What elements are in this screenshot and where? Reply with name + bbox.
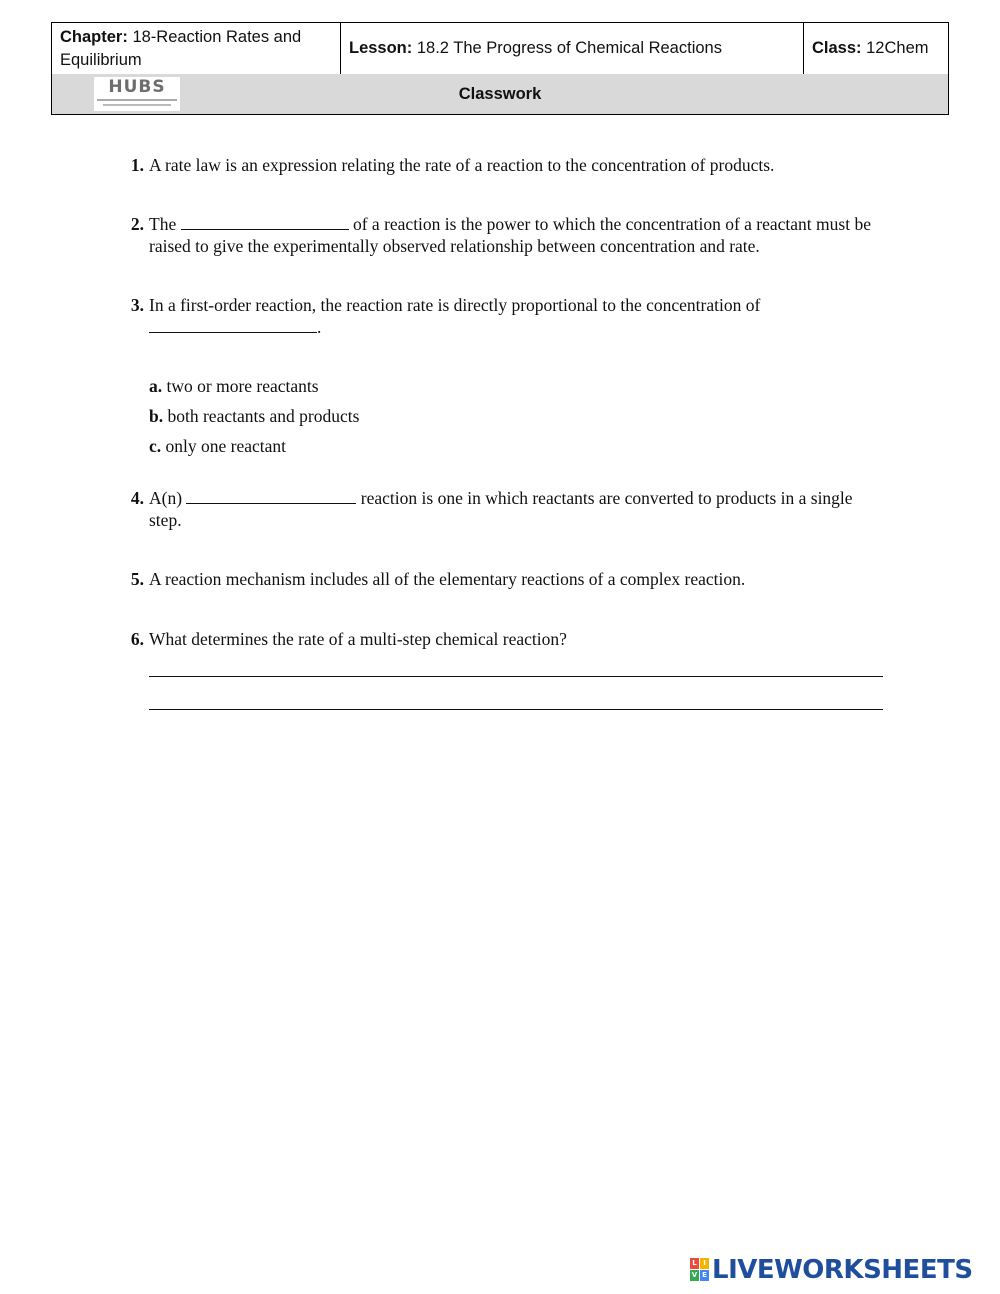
- header-info-row: [52, 23, 948, 75]
- question-text: [149, 213, 889, 257]
- class-label: Class:: [812, 39, 862, 57]
- section-title: Classwork: [458, 85, 542, 103]
- answer-line-2[interactable]: [149, 709, 883, 710]
- liveworksheets-brand-text: LIVEWORKSHEETS: [712, 1255, 973, 1285]
- class-cell: [804, 23, 949, 74]
- option-b[interactable]: [149, 405, 359, 427]
- answer-blank[interactable]: [149, 318, 317, 333]
- school-logo: [94, 77, 180, 111]
- option-text: two or more reactants: [166, 376, 319, 396]
- logo-tile: E: [700, 1270, 709, 1281]
- logo-tile: I: [700, 1258, 709, 1269]
- question-text-post: of a reaction is the power to which the concentration of a reactant must be raised to give the experimentally observed relationship between concentration and rate.: [149, 214, 871, 256]
- question-text-main: In a first-order reaction, the reaction rate is directly proportional to the concentration of: [149, 295, 761, 315]
- logo-english-subtitle: [103, 104, 171, 106]
- answer-line-1[interactable]: [149, 676, 883, 677]
- option-text: only one reactant: [165, 436, 287, 456]
- question-text: What determines the rate of a multi-step chemical reaction?: [149, 629, 567, 649]
- logo-tile: V: [691, 1271, 698, 1279]
- school-logo-text: HUBS: [108, 77, 166, 97]
- answer-blank[interactable]: [186, 489, 356, 504]
- lesson-cell: [341, 23, 804, 74]
- class-value: 12Chem: [866, 39, 929, 57]
- option-letter: a.: [149, 376, 163, 396]
- answer-blank[interactable]: [181, 215, 349, 230]
- question-text-pre: A(n): [149, 488, 183, 508]
- header-title-row: [52, 74, 948, 114]
- question-number: 6.: [130, 629, 144, 649]
- chapter-label: Chapter:: [60, 28, 128, 46]
- logo-tile: L: [690, 1258, 699, 1269]
- option-letter: b.: [149, 406, 164, 426]
- option-text: both reactants and products: [167, 406, 360, 426]
- logo-arabic-subtitle: [97, 99, 177, 101]
- question-text-end: .: [317, 317, 322, 337]
- question-text-pre: The: [149, 214, 177, 234]
- question-text: A reaction mechanism includes all of the elementary reactions of a complex reaction.: [149, 569, 746, 589]
- option-letter: c.: [149, 436, 162, 456]
- question-number: 3.: [130, 295, 144, 315]
- chapter-cell: [52, 23, 341, 74]
- question-text: [149, 487, 889, 531]
- question-text-post: reaction is one in which reactants are converted to products in a single step.: [149, 488, 853, 530]
- liveworksheets-logo-icon: [690, 1258, 710, 1282]
- option-a[interactable]: [149, 375, 319, 397]
- lesson-label: Lesson:: [349, 39, 413, 57]
- question-number: 5.: [130, 569, 144, 589]
- worksheet-header: [51, 22, 949, 115]
- question-number: 2.: [130, 214, 144, 234]
- option-c[interactable]: [149, 435, 286, 457]
- chapter-value: 18-Reaction Rates and Equilibrium: [60, 28, 302, 69]
- question-number: 4.: [130, 488, 144, 508]
- question-text: [149, 294, 889, 338]
- question-number: 1.: [130, 155, 144, 175]
- lesson-value: 18.2 The Progress of Chemical Reactions: [416, 39, 722, 57]
- question-text: A rate law is an expression relating the rate of a reaction to the concentration of products.: [149, 155, 775, 175]
